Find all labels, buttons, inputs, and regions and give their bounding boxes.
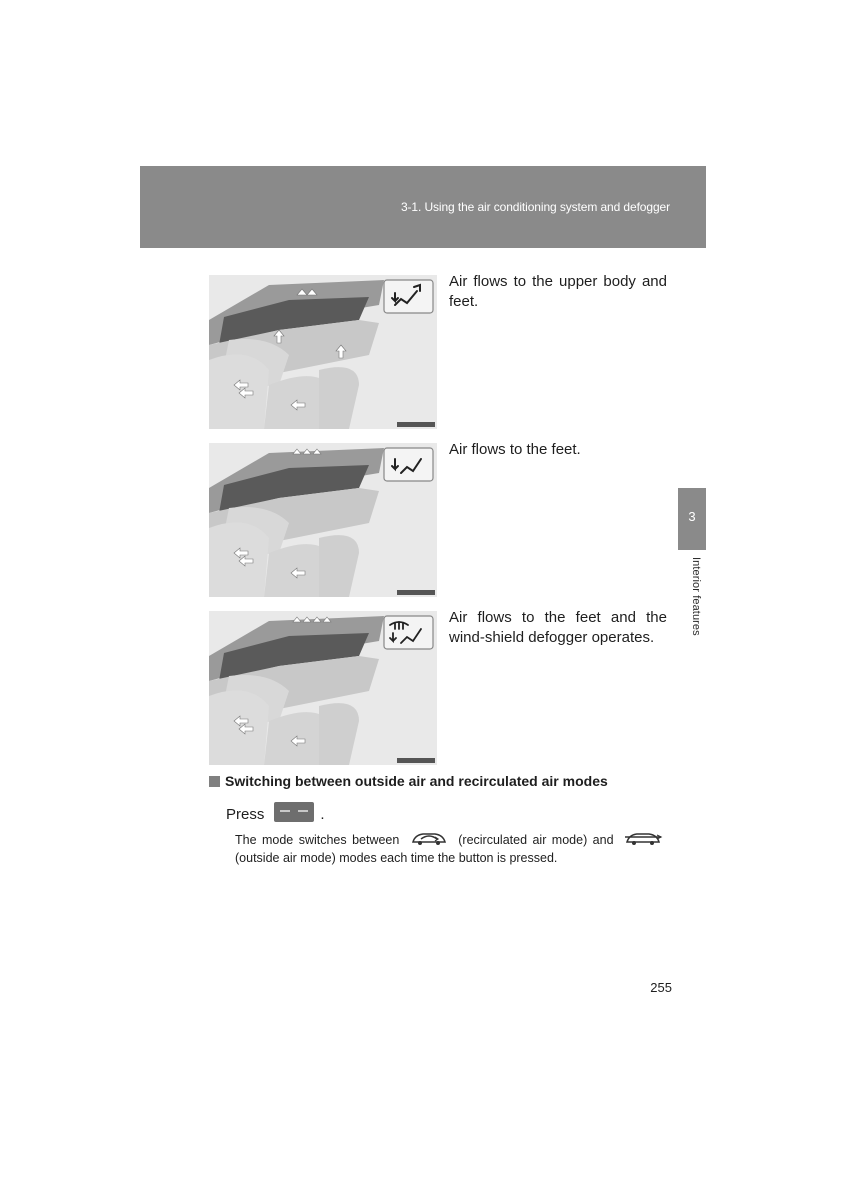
- air-intake-button-icon: [274, 802, 314, 822]
- airflow-figure-feet: [209, 443, 437, 597]
- heading-square-icon: [209, 776, 220, 787]
- press-instruction: Press .: [226, 802, 325, 823]
- mode-description: Air flows to the upper body and feet.: [449, 273, 667, 310]
- outside-air-icon: [623, 831, 663, 847]
- chapter-label: Interior features: [690, 557, 702, 636]
- mode-description: Air flows to the feet.: [449, 441, 581, 458]
- airflow-figure-feet-defogger: [209, 611, 437, 765]
- mode-switch-note: The mode switches between (recirculated air mode) and (outside air mode) modes each time the button is pressed.: [235, 831, 667, 867]
- section-heading: Switching between outside air and recirculated air modes: [209, 773, 608, 789]
- page-number: 255: [650, 980, 672, 995]
- section-title: 3-1. Using the air conditioning system and defogger: [400, 200, 670, 214]
- press-label: Press: [226, 806, 265, 823]
- airflow-figure-upper-body-feet: [209, 275, 437, 429]
- mode-description: Air flows to the feet and the wind-shield defogger operates.: [449, 609, 667, 646]
- recirculated-air-icon: [409, 831, 449, 847]
- header-band: [140, 166, 706, 248]
- chapter-number-tab: 3: [678, 488, 706, 550]
